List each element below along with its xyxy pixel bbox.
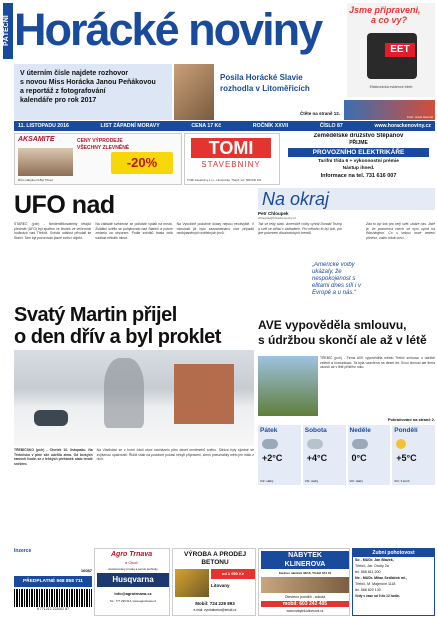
teaser-left-line: kalendáře pro rok 2017	[20, 97, 97, 104]
dateline-edition: LIST ZÁPADNÍ MORAVY	[100, 123, 160, 129]
weather-day	[258, 425, 301, 485]
subscription-text: PŘEDPLATNÉ 568 858 711	[23, 579, 83, 584]
teaser-photo-left	[174, 64, 214, 120]
zubni-title: Zubní pohotovost	[353, 549, 434, 557]
tomi-addr: TOMI stavebniny s.r.o., Hrotovická, Třebíč, tel.: 568 840 911	[187, 178, 262, 182]
barcode-digits: 9 771212 222002 87	[36, 607, 70, 611]
teaser-right-line: rozhodla v Litoměřicích	[220, 84, 310, 93]
opinion-header: Na okraj	[258, 188, 435, 210]
barcode-issue: 16087	[80, 568, 92, 573]
weather-day-wind: Vítr: 3 km/h	[394, 479, 410, 483]
barcode-bars	[14, 589, 92, 607]
aksamite-photo	[18, 148, 73, 176]
weather-day-temp: 0°C	[351, 453, 367, 463]
weather-strip	[258, 425, 435, 485]
vyroba-sub: Litovany	[211, 583, 230, 588]
masthead-title: Horácké noviny	[14, 4, 322, 55]
teaser-right[interactable]	[216, 64, 344, 120]
side-label	[3, 3, 13, 59]
aksamite-foot: Dům nábytku N-Byt Třinec	[18, 178, 54, 182]
teaser-left-line: s novou Miss Horácka Janou Peňákovou	[20, 79, 156, 86]
teaser-photo-right	[344, 100, 435, 120]
ave-headline[interactable]	[258, 318, 435, 354]
lead-col: STAŘEČ (pch) - Neidentifikovatelný létající předmět (UFO) byl spatřen ve čtvrtek ve večerních hodinách nad Třebíčí. Svědci událost přivolali ke Starči. Tam byl pozorován jasně svítící objekt.	[14, 222, 92, 240]
zubni-line: Třebíč, Jar. Ondry 2a	[355, 564, 389, 568]
weather-day-wind: Vítr: slabý	[349, 479, 363, 483]
tomi-logo: TOMI	[191, 138, 271, 158]
subscription-banner[interactable]	[14, 576, 92, 587]
promo-line1: Jsme připraveni,	[349, 5, 421, 15]
weather-day-wind: Vítr: slabý	[260, 479, 274, 483]
aksamite-line: VŠECHNY ZLEVNĚNÉ	[77, 145, 130, 151]
dateline-bar	[14, 121, 435, 131]
cloud-icon	[307, 439, 323, 449]
vyroba-mobil: Mobil: 724 229 893	[195, 601, 235, 606]
ave-body: TŘEBÍČ (pch) - Firma AVE vypověděla městu Třebíč smlouvu o údržbě zeleně a komunikací. Ta byla uzavřena na deset let. Svou činnost ale firma ukončí až v létě příštího roku.	[320, 356, 435, 370]
nabytek-logo	[261, 551, 349, 569]
zem-line1: Tarifní třída 6 + výkonnostní prémie	[318, 159, 399, 164]
zem-job: PROVOZNÍHO ELEKTRIKÁŘE	[288, 148, 429, 157]
opinion-body2: Zda to byl šok pro celý svět, ukáže čas. Jisté je, že pozornost všech se nyní upírá na Washington. Co s sebou nové vedení přinese, zatím nikdo neví.	[366, 222, 435, 240]
martin-headline-line: Svatý Martin přijel	[14, 304, 177, 326]
tomi-sub: STAVEBNINY	[201, 160, 261, 169]
opinion-author: Petr Chloupek	[258, 211, 289, 216]
dateline-price: CENA 17 Kč	[191, 123, 222, 129]
discount-badge	[111, 152, 173, 174]
opinion-body: Tak se tedy stalo. Americké volby vyhrál Donald Trump a svět se otřásl v základech. Pro někoho to byl šok, pro jiné potvrzení dlouhodobých trendů.	[258, 222, 342, 236]
building-shape	[174, 364, 234, 424]
teaser-right-line: Posila Horácké Slavie	[220, 73, 303, 82]
dateline-year: ROČNÍK XXVII	[252, 123, 289, 129]
ad-aksamite[interactable]	[14, 133, 182, 185]
weather-day-temp: +4°C	[306, 453, 328, 463]
lead-headline[interactable]: UFO nad	[14, 191, 115, 219]
lead-col: Na základě svědectví se policisté vydali na místo. Zvláštní světlo se pohybovalo nad Stařečí a potom zmizelo za obzorem. Podle svědků trvala celá událost několik minut.	[95, 222, 173, 240]
weather-day-name: Pátek	[260, 427, 278, 434]
eet-label: EET	[390, 44, 410, 55]
ave-headline-line: s údržbou skončí ale až v létě	[258, 333, 427, 347]
zem-line2: Nástup ihned.	[342, 166, 375, 171]
sun-cloud-icon	[396, 439, 406, 449]
zem-prijme: PŘIJME	[349, 140, 368, 146]
weather-day-name: Sobota	[304, 427, 327, 434]
weather-day-name: Pondělí	[394, 427, 418, 434]
martin-body: Na Vladislavi se v horní části obce nacházelo přes deset centimetrů sněhu. Silnice byly sjízdné se zvýšenou opatrností. Řidiči však na podobné počasí nebyli připraveni, zimní pneumatiky mělo jen málo z nich.	[96, 448, 254, 462]
vyroba-title: VÝROBA A PRODEJ BETONU	[183, 551, 247, 566]
weather-day	[392, 425, 435, 485]
weather-day-temp: +5°C	[396, 453, 417, 463]
eet-sub: Elektronická evidence tržeb	[369, 85, 413, 89]
zubni-line: So - MUDr. Jan Blažek,	[355, 558, 394, 562]
teaser-left-line: a reportáž z fotografování	[20, 88, 106, 95]
zubni-line: Třebíč, M. Majerové 1118	[355, 582, 396, 586]
weather-day	[303, 425, 346, 485]
martin-caption-body	[14, 448, 254, 548]
ave-photo	[258, 356, 318, 416]
ave-continued[interactable]: Pokračování na straně 2.	[387, 417, 435, 422]
martin-headline-line: o den dřív a byl proklet	[14, 326, 221, 348]
aksamite-brand: AKSAMITE	[18, 136, 55, 143]
zubni-pohotovost	[352, 548, 435, 616]
ave-headline-line: AVE vypověděla smlouvu,	[258, 318, 407, 332]
ad-tomi[interactable]	[184, 133, 280, 185]
snow-cloud-icon	[352, 439, 368, 449]
zubni-line: tel. 568 811 200	[355, 570, 381, 574]
martin-photo	[14, 350, 254, 446]
zem-title: Zemědělské družstvo Štěpánov	[313, 133, 404, 139]
teaser-photo-caption: Foto: Josef Hemzal	[407, 115, 433, 119]
discount-value: -20%	[126, 155, 158, 170]
agro-email: info@agrotrnava.cz	[114, 591, 152, 596]
inzerce-label: Inzerce	[14, 548, 32, 554]
ad-agro[interactable]	[94, 548, 170, 616]
bet-badge: od 1 950 Kč	[211, 569, 255, 579]
nabytek-photo	[261, 577, 349, 593]
zubni-note: Vždy v čase od 9 do 12 hodin.	[355, 594, 401, 598]
ad-vyroba[interactable]	[172, 548, 256, 616]
tree-shape	[104, 358, 144, 428]
martin-caption: TŘEBÍČSKO (pch) - Čtvrtek 10. listopadu. Na Třebíčsko v plné síle udeřila zima. Od brzkých ranních hodin se z lehkých přeháněk stalo trvalé sněžení.	[14, 448, 93, 466]
ad-zemedelske[interactable]	[282, 133, 435, 185]
nabytek-line1: NÁBYTEK	[288, 552, 322, 559]
agro-line: Autorizovaný prodej a servis techniky	[108, 567, 158, 571]
teaser-left-line: V úterním čísle najdete rozhovor	[20, 70, 129, 77]
agro-tel: Tel.: 777 290 014, www.agrotrnava.cz	[109, 599, 157, 603]
lead-body	[14, 222, 254, 302]
weather-day-temp: +2°C	[262, 453, 283, 463]
weather-day	[348, 425, 391, 485]
opinion-email[interactable]: chloupek@horackenoviny.cz	[258, 216, 297, 220]
nabytek-web: www.nabytek-klinerova.cz	[286, 609, 324, 613]
zubni-line: tel. 568 820 130	[355, 588, 381, 592]
dateline-web[interactable]: www.horackenoviny.cz	[374, 123, 431, 129]
ad-nabytek[interactable]	[258, 548, 350, 616]
nabytek-days: Otevřeno pondělí - sobota	[284, 595, 326, 599]
nabytek-phone: mobil: 603 242 405	[261, 601, 349, 607]
lead-col: Na Vysočině podobné úkazy nejsou neobvyklé. V minulosti již bylo zaznamenáno více případů neobjasněných světelných jevů.	[176, 222, 254, 236]
barcode	[14, 589, 92, 615]
eet-badge	[385, 43, 415, 57]
zubni-line: Ne - MUDr. Milan Sedláček ml.,	[355, 576, 408, 580]
promo-line2: a co vy?	[371, 15, 408, 25]
teaser-left[interactable]	[14, 64, 172, 120]
agro-sub: a Okolí	[125, 560, 138, 565]
agro-name: Agro Trnava	[111, 551, 153, 558]
zem-phone: Informace na tel. 731 616 007	[320, 173, 397, 179]
dateline-issue: ČÍSLO 87	[319, 123, 343, 129]
weather-day-wind: Vítr: slabý	[304, 479, 319, 483]
snow-cloud-icon	[262, 439, 278, 449]
vyroba-photo	[175, 569, 209, 597]
side-label-text: PÁTEČNÍ	[3, 15, 10, 47]
car-shape	[34, 410, 68, 426]
martin-headline[interactable]	[14, 304, 254, 348]
husqvarna-banner: Husqvarna	[97, 573, 169, 587]
weather-day-name: Neděle	[349, 427, 371, 434]
eet-promo	[347, 3, 435, 97]
opinion-quote: „Americké volby ukázaly, že nespokojenost s elitami dnes sílí i v Evropě a u nás.“	[312, 262, 362, 296]
aksamite-line: CENY VÝPRODEJE	[77, 138, 123, 144]
nabytek-line2: KLINEROVA	[284, 561, 326, 568]
dateline-date: 11. LISTOPADU 2016	[18, 123, 69, 129]
nabytek-addr: Karlovo náměstí 32/16, Třebíč 674 01	[278, 571, 332, 575]
teaser-right-note: Čtěte na straně 12.	[299, 111, 340, 116]
vyroba-email: e-mail: vyrobabeton@email.cz	[193, 608, 237, 612]
